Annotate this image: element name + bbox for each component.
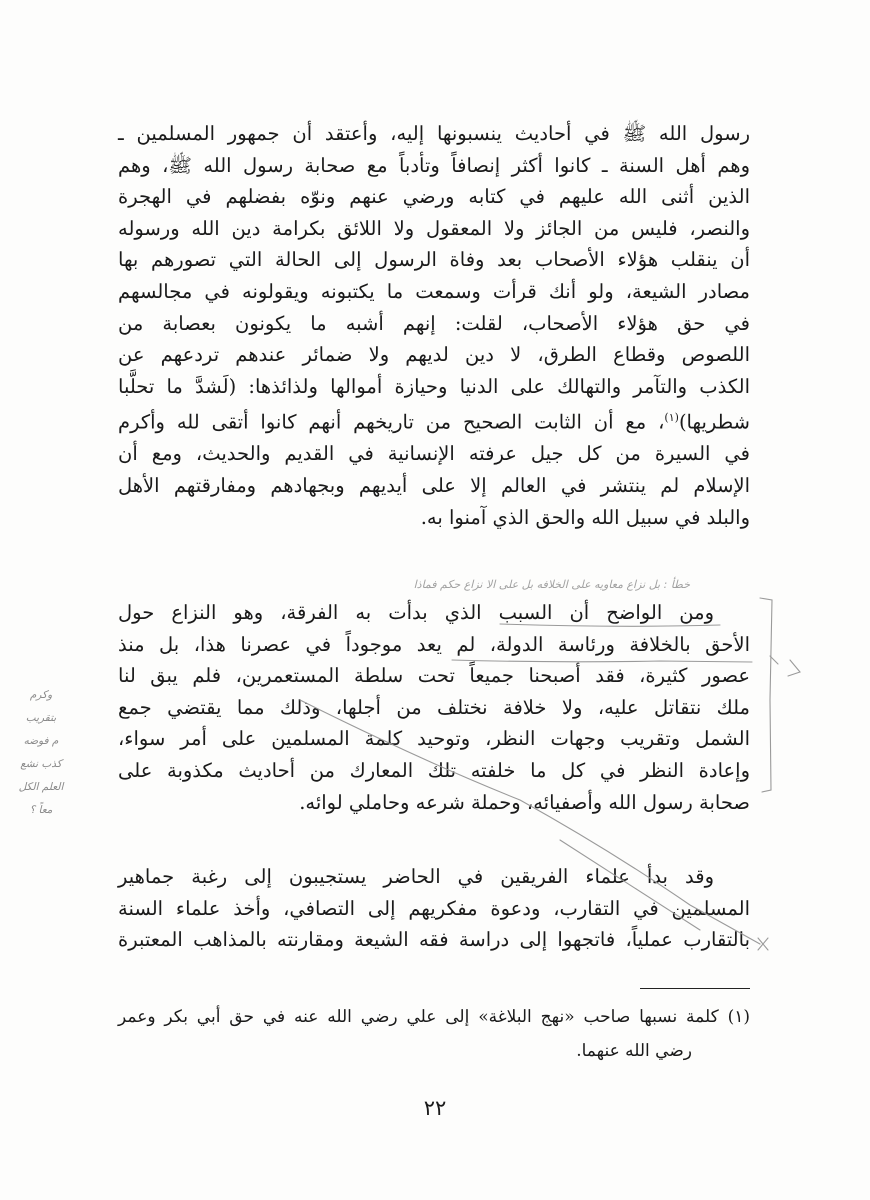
margin-note-line: العلم الكل bbox=[18, 781, 64, 793]
footnote-reference[interactable]: (١) bbox=[664, 411, 679, 425]
text-line: في حق هؤلاء الأصحاب، لقلت: إنهم أشبه ما يكونون بعصابة من bbox=[118, 311, 750, 335]
text-line: الشمل وتقريب وجهات النظر، وتوحيد كلمة المسلمين على أمر سواء، bbox=[118, 727, 750, 751]
text-line: وإعادة النظر في كل ما خلفته تلك المعارك من أحاديث مكذوبة على bbox=[118, 758, 750, 782]
text-line: وقد بدأ علماء الفريقين في الحاضر يستجيبون إلى رغبة جماهير bbox=[118, 865, 714, 888]
page-number: ٢٢ bbox=[423, 1096, 447, 1120]
text-line: الإسلام لم ينتشر في العالم إلا على أيديهم وبجهادهم ومفارقتهم الأهل bbox=[118, 474, 750, 498]
text-line: رسول الله ﷺ في أحاديث ينسبونها إليه، وأعتقد أن جمهور المسلمين ـ bbox=[118, 122, 750, 145]
diagonal-strike-mark bbox=[300, 700, 760, 944]
margin-note-line: كذب نشع bbox=[20, 758, 62, 770]
text-line: المسلمين في التقارب، ودعوة مفكريهم إلى التصافي، وأخذ علماء السنة bbox=[118, 896, 750, 920]
diagonal-strike-mark bbox=[560, 840, 700, 930]
text-line: الأحق بالخلافة ورئاسة الدولة، لم يعد موجوداً في عصرنا هذا، بل منذ bbox=[118, 632, 750, 656]
margin-note-line: معاً ؟ bbox=[29, 804, 53, 816]
handwritten-note-top: خطأ : بل نزاع معاويه على الخلافه بل على الا نزاع حكم فماذا bbox=[413, 578, 690, 591]
text-line: الكذب والتآمر والتهالك على الدنيا وحيازة أموالها ولذائذها: (لَشدَّ ما تحلَّبا bbox=[118, 374, 750, 398]
text-line: ومن الواضح أن السبب الذي بدأت به الفرقة، وهو النزاع حول bbox=[118, 601, 714, 624]
text-line: بالتقارب عملياً، فاتجهوا إلى دراسة فقه الشيعة ومقارنته بالمذاهب المعتبرة bbox=[118, 928, 750, 952]
underline-mark bbox=[452, 660, 752, 662]
margin-note-line: م فوضه bbox=[23, 735, 59, 747]
text-line: والبلد في سبيل الله والحق الذي آمنوا به. bbox=[420, 505, 750, 529]
text-line: وهم أهل السنة ـ كانوا أكثر إنصافاً وتأدباً مع صحابة رسول الله ﷺ، وهم bbox=[118, 153, 750, 177]
footnote-line: رضي الله عنهما. bbox=[576, 1041, 692, 1061]
text-line: الذين أثنى الله عليهم في كتابه ورضي عنهم ونوّه بفضلهم في الهجرة bbox=[118, 185, 750, 209]
quote-continuation: ، مع أن الثابت الصحيح من تاريخهم أنهم كانوا أتقى لله وأكرم bbox=[118, 410, 665, 434]
text-line: في السيرة من كل جيل عرفته الإنسانية في القديم والحديث، ومع أن bbox=[118, 442, 750, 466]
quote-end: شطريها) bbox=[678, 410, 750, 434]
margin-note-line: وكرم bbox=[29, 689, 53, 701]
text-line: أن ينقلب هؤلاء الأصحاب بعد وفاة الرسول إلى الحالة التي تصورهم بها bbox=[118, 248, 750, 272]
text-line: مصادر الشيعة، ولو أنك قرأت وسمعت ما يكتبونه ويقولونه في مجالسهم bbox=[118, 279, 750, 303]
margin-bracket-mark bbox=[760, 598, 772, 792]
text-line: عصور كثيرة، فقد أصبحنا جميعاً تحت سلطة المستعمرين، فلم يبق لنا bbox=[118, 664, 750, 688]
text-line: ملك نتقاتل عليه، ولا خلافة نختلف من أجلها، وذلك مما يقتضي جمع bbox=[118, 695, 750, 719]
text-line: اللصوص وقطاع الطرق، لا دين لديهم ولا ضمائر عندهم تردعهم عن bbox=[118, 343, 750, 367]
text-line: والنصر، فليس من الجائز ولا المعقول ولا اللائق بكرامة دين الله ورسوله bbox=[118, 216, 750, 240]
arrow-mark bbox=[788, 660, 800, 676]
text-line: صحابة رسول الله وأصفيائه، وحملة شرعه وحاملي لوائه. bbox=[299, 790, 750, 814]
footnote-line: (١) كلمة نسبها صاحب «نهج البلاغة» إلى علي رضي الله عنه في حق أبي بكر وعمر bbox=[118, 1007, 750, 1027]
underline-mark bbox=[500, 624, 720, 626]
margin-note-line: بتقريب bbox=[25, 712, 57, 724]
